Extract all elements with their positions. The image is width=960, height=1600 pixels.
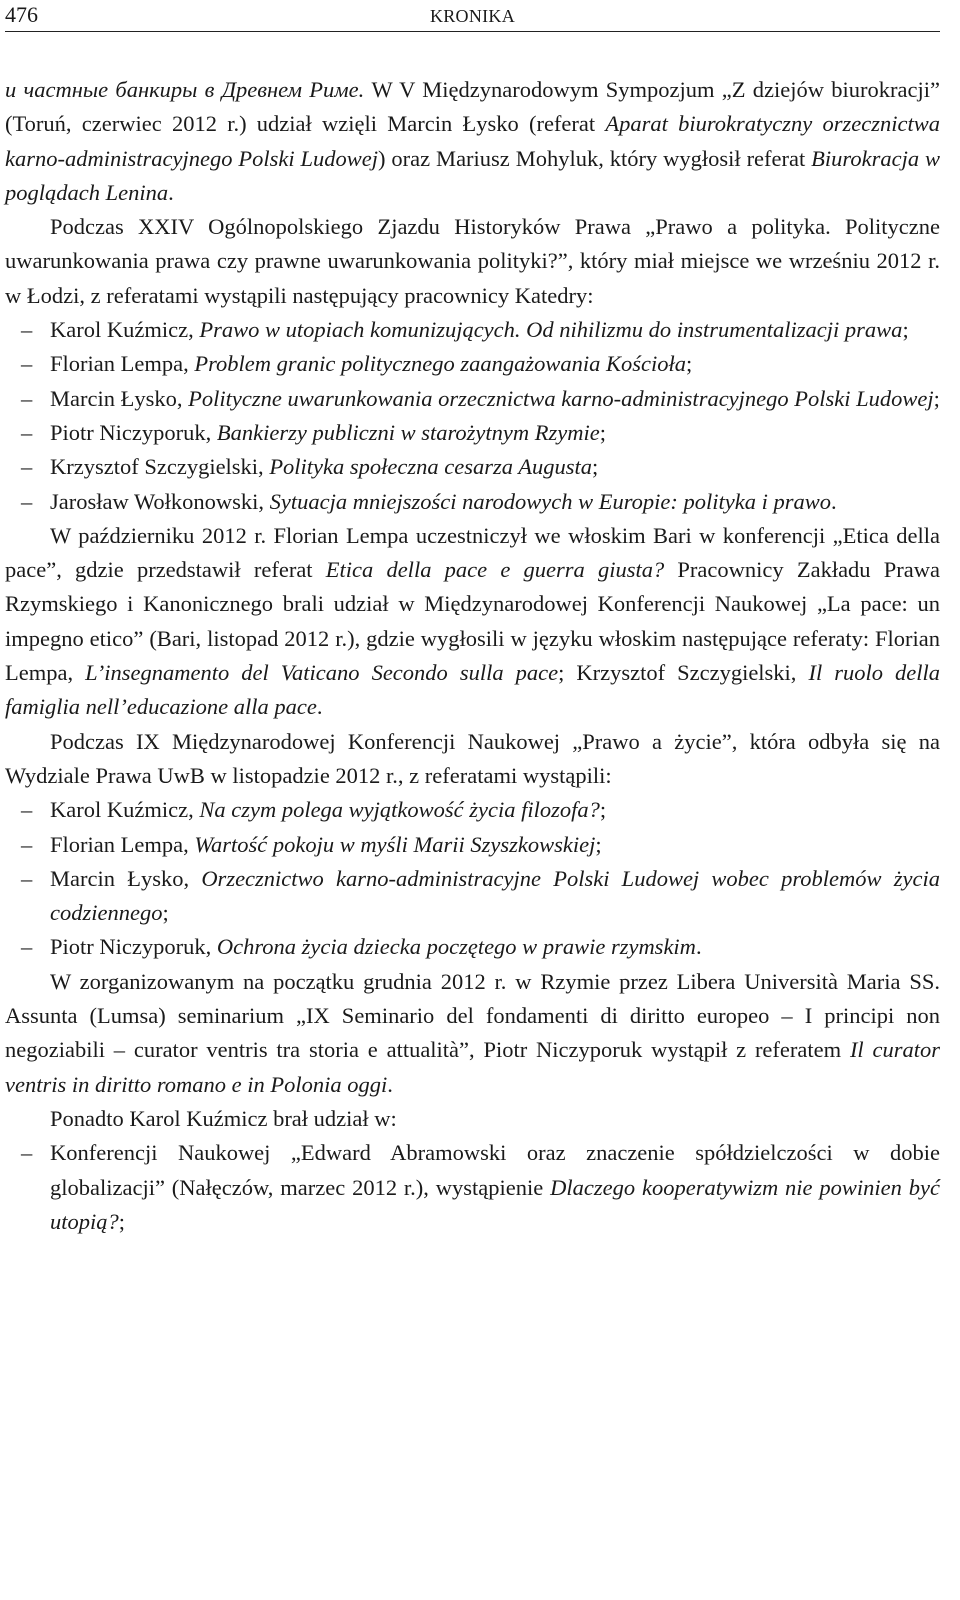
dash: – (21, 831, 33, 857)
punctuation: ; (162, 900, 169, 926)
speaker-name: Piotr Niczyporuk, (50, 419, 217, 445)
list-item (5, 828, 940, 862)
list-item (5, 313, 940, 347)
speaker-name: Marcin Łysko, (50, 385, 189, 411)
referat-title: Bankierzy publiczni w starożytnym Rzymie (216, 419, 600, 445)
referat-title: L’insegnamento del Vaticano Secondo sulla pace (85, 660, 559, 686)
referat-title: Dlaczego kooperatywizm nie powinien być utopią? (50, 1174, 940, 1234)
dash: – (21, 934, 33, 960)
speaker-name: Marcin Łysko, (50, 865, 202, 891)
referat-title: Orzecznictwo karno-administracyjne Polski Ludowej wobec problemów życia codziennego (50, 865, 940, 926)
dash: – (21, 454, 33, 480)
speaker-name: Karol Kuźmicz, (50, 797, 200, 823)
list-ix-speakers (5, 793, 940, 964)
referat-title: Wartość pokoju w myśli Marii Szyszkowskiej (194, 831, 596, 857)
text-run: W zorganizowanym na początku grudnia 2012 r. w Rzymie przez Libera Università Maria SS. Assunta (Lumsa) seminarium „IX Seminario del fondamenti di diritto europeo – I principi non negoziabili – curator ventris tra storia e attualità”, Piotr Niczyporuk wystąpił z referatem (5, 968, 940, 1063)
referat-title: Il ruolo della famiglia nell’educazione alla pace (5, 660, 941, 720)
list-item (5, 930, 940, 964)
referat-title: Biurokracja w poglądach Lenina (5, 145, 940, 205)
page-header (5, 0, 940, 32)
dash: – (21, 488, 33, 514)
referat-title: Ochrona życia dziecka poczętego w prawie rzymskim (216, 934, 696, 960)
list-item (5, 347, 940, 381)
speaker-name: Florian Lempa, (50, 351, 195, 377)
paragraph-xxiv-zjazd: Podczas XXIV Ogólnopolskiego Zjazdu Historyków Prawa „Prawo a polityka. Polityczne uwarunkowania prawa czy prawne uwarunkowania polityki?”, który miał miejsce we wrześniu 2012 r. w Łodzi, z referatami wystąpili następujący pracownicy Katedry: (5, 214, 940, 308)
referat-title: Problem granic politycznego zaangażowania Kościoła (194, 351, 686, 377)
text-run: ; Krzysztof Szczygielski, (558, 660, 809, 686)
referat-title: Aparat biurokratyczny orzecznictwa karno-administracyjnego Polski Ludowej (5, 111, 941, 171)
page-number: 476 (5, 2, 38, 27)
text-run: . (168, 179, 174, 205)
dash: – (21, 317, 33, 343)
paragraph-ix-konferencja: Podczas IX Międzynarodowej Konferencji Naukowej „Prawo a życie”, która odbyła się na Wydziale Prawa UwB w listopadzie 2012 r., z referatami wystąpili: (5, 728, 940, 788)
list-item (5, 416, 940, 450)
speaker-name: Florian Lempa, (50, 831, 195, 857)
punctuation: ; (933, 385, 940, 411)
dash: – (21, 419, 33, 445)
list-item (5, 382, 940, 416)
list-xxiv-speakers (5, 313, 940, 519)
text-run: . (316, 694, 323, 720)
referat-title: Polityczne uwarunkowania orzecznictwa karno-administracyjnego Polski Ludowej (188, 385, 934, 411)
text-run: . (387, 1071, 393, 1097)
punctuation: ; (599, 797, 607, 823)
paragraph-december (5, 965, 940, 1102)
russian-title: и частные банкиры в Древнем Риме. (5, 77, 365, 102)
paragraph-ponadto: Ponadto Karol Kuźmicz brał udział w: (50, 1105, 397, 1131)
speaker-name: Jarosław Wołkonowski, (50, 488, 270, 514)
running-head: KRONIKA (429, 6, 516, 26)
list-item (5, 485, 940, 519)
punctuation: ; (685, 351, 693, 377)
punctuation: . (831, 488, 837, 514)
paragraph-intro (5, 73, 940, 210)
dash: – (21, 385, 33, 411)
punctuation: . (695, 934, 702, 960)
text-run: ) oraz Mariusz Mohyluk, który wygłosił referat (378, 145, 812, 171)
text-run: Konferencji Naukowej „Edward Abramowski oraz znaczenie spółdzielczości w dobie globalizacji” (Nałęczów, marzec 2012 r.), wystąpienie (50, 1140, 940, 1200)
list-kuzmicz-activities (5, 1136, 940, 1239)
speaker-name: Piotr Niczyporuk, (50, 934, 217, 960)
speaker-name: Krzysztof Szczygielski, (50, 454, 270, 480)
referat-title: Sytuacja mniejszości narodowych w Europie: polityka i prawo (269, 488, 832, 514)
punctuation: ; (118, 1208, 126, 1234)
dash: – (21, 865, 33, 891)
punctuation: ; (595, 831, 602, 857)
referat-title: Etica della pace e guerra giusta? (325, 557, 665, 583)
text-run: W październiku 2012 r. Florian Lempa uczestniczył we włoskim Bari w konferencji „Etica della pace”, gdzie przedstawił referat (5, 522, 940, 583)
referat-title: Na czym polega wyjątkowość życia filozofa? (199, 797, 600, 823)
list-item (5, 862, 940, 931)
list-item (5, 450, 940, 484)
dash: – (21, 351, 33, 377)
paragraph-october (5, 519, 940, 725)
speaker-name: Karol Kuźmicz, (50, 317, 200, 343)
text-run: W V Międzynarodowym Sympozjum „Z dziejów biurokracji” (Toruń, czerwiec 2012 r.) udział wzięli Marcin Łysko (referat (5, 77, 940, 137)
punctuation: ; (902, 317, 909, 343)
list-item (5, 793, 940, 827)
punctuation: ; (599, 419, 606, 445)
referat-title: Polityka społeczna cesarza Augusta (269, 454, 592, 480)
list-item (5, 1136, 940, 1239)
text-run: Pracownicy Zakładu Prawa Rzymskiego i Kanonicznego brali udział w Międzynarodowej Konferencji Naukowej „La pace: un impegno etico” (Bari, listopad 2012 r.), gdzie wygłosili w języku włoskim następujące referaty: Florian Lempa, (5, 557, 940, 686)
dash: – (21, 1140, 33, 1166)
referat-title: Prawo w utopiach komunizujących. Od nihilizmu do instrumentalizacji prawa (199, 317, 903, 343)
dash: – (21, 797, 33, 823)
referat-title: Il curator ventris in diritto romano e in Polonia oggi (5, 1037, 940, 1097)
punctuation: ; (591, 454, 599, 480)
page-body (5, 73, 940, 1239)
